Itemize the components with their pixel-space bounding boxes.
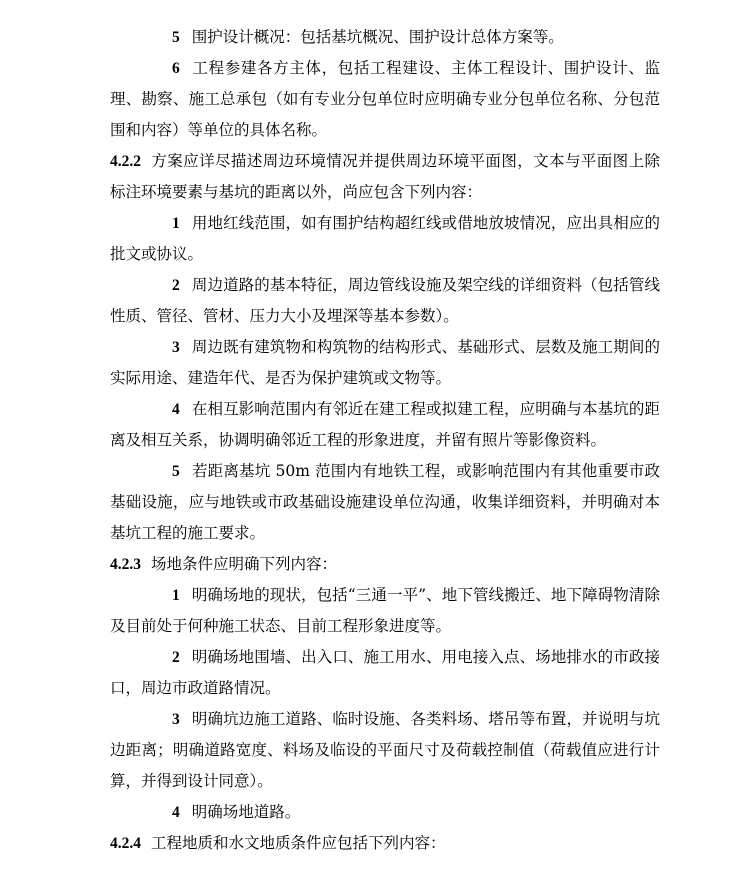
list-item: [110, 208, 660, 270]
item-number: 3: [172, 339, 180, 356]
clause-number: 4.2.4: [110, 835, 141, 852]
section-clause: [110, 146, 660, 208]
item-text: 围护设计概况：包括基坑概况、围护设计总体方案等。: [191, 28, 564, 46]
item-text: 工程参建各方主体，包括工程建设、主体工程设计、围护设计、监理、勘察、施工总承包（如有专业分包单位时应明确专业分包单位名称、分包范围和内容）等单位的具体名称。: [110, 59, 660, 139]
item-number: 4: [172, 401, 180, 418]
item-text: 在相互影响范围内有邻近在建工程或拟建工程，应明确与本基坑的距离及相互关系，协调明确邻近工程的形象进度，并留有照片等影像资料。: [110, 400, 660, 449]
item-number: 6: [172, 60, 180, 77]
list-item: [110, 704, 660, 797]
list-item: [110, 53, 660, 146]
item-number: 5: [172, 29, 180, 46]
list-item: [110, 580, 660, 642]
item-text: 明确场地的现状，包括“三通一平”、地下管线搬迁、地下障碍物清除及目前处于何种施工状态、目前工程形象进度等。: [110, 586, 660, 635]
item-text: 明确坑边施工道路、临时设施、各类料场、塔吊等布置，并说明与坑边距离；明确道路宽度、料场及临设的平面尺寸及荷载控制值（荷载值应进行计算，并得到设计同意）。: [110, 710, 660, 790]
clause-text: 场地条件应明确下列内容：: [151, 555, 338, 573]
section-clause: [110, 828, 660, 859]
list-item: [110, 22, 660, 53]
item-text: 若距离基坑 50m 范围内有地铁工程，或影响范围内有其他重要市政基础设施，应与地铁或市政基础设施建设单位沟通，收集详细资料，并明确对本基坑工程的施工要求。: [110, 462, 660, 542]
item-number: 4: [172, 804, 180, 821]
item-number: 1: [172, 215, 180, 232]
list-item: [110, 797, 660, 828]
list-item: [110, 642, 660, 704]
list-item: [110, 456, 660, 549]
item-number: 5: [172, 463, 180, 480]
list-item: [110, 270, 660, 332]
item-number: 1: [172, 587, 180, 604]
list-item: [110, 332, 660, 394]
item-text: 用地红线范围，如有围护结构超红线或借地放坡情况，应出具相应的批文或协议。: [110, 214, 660, 263]
clause-text: 方案应详尽描述周边环境情况并提供周边环境平面图，文本与平面图上除标注环境要素与基坑的距离以外，尚应包含下列内容：: [110, 152, 660, 201]
clause-number: 4.2.3: [110, 556, 141, 573]
clause-text: 工程地质和水文地质条件应包括下列内容：: [151, 834, 446, 852]
clause-number: 4.2.2: [110, 153, 141, 170]
item-text: 周边既有建筑物和构筑物的结构形式、基础形式、层数及施工期间的实际用途、建造年代、是否为保护建筑或文物等。: [110, 338, 660, 387]
item-text: 明确场地围墙、出入口、施工用水、用电接入点、场地排水的市政接口，周边市政道路情况。: [110, 648, 660, 697]
item-number: 2: [172, 277, 180, 294]
list-item: [110, 394, 660, 456]
item-number: 2: [172, 649, 180, 666]
item-text: 周边道路的基本特征，周边管线设施及架空线的详细资料（包括管线性质、管径、管材、压力大小及埋深等基本参数）。: [110, 276, 660, 325]
item-text: 明确场地道路。: [191, 803, 301, 821]
item-number: 3: [172, 711, 180, 728]
section-clause: [110, 549, 660, 580]
